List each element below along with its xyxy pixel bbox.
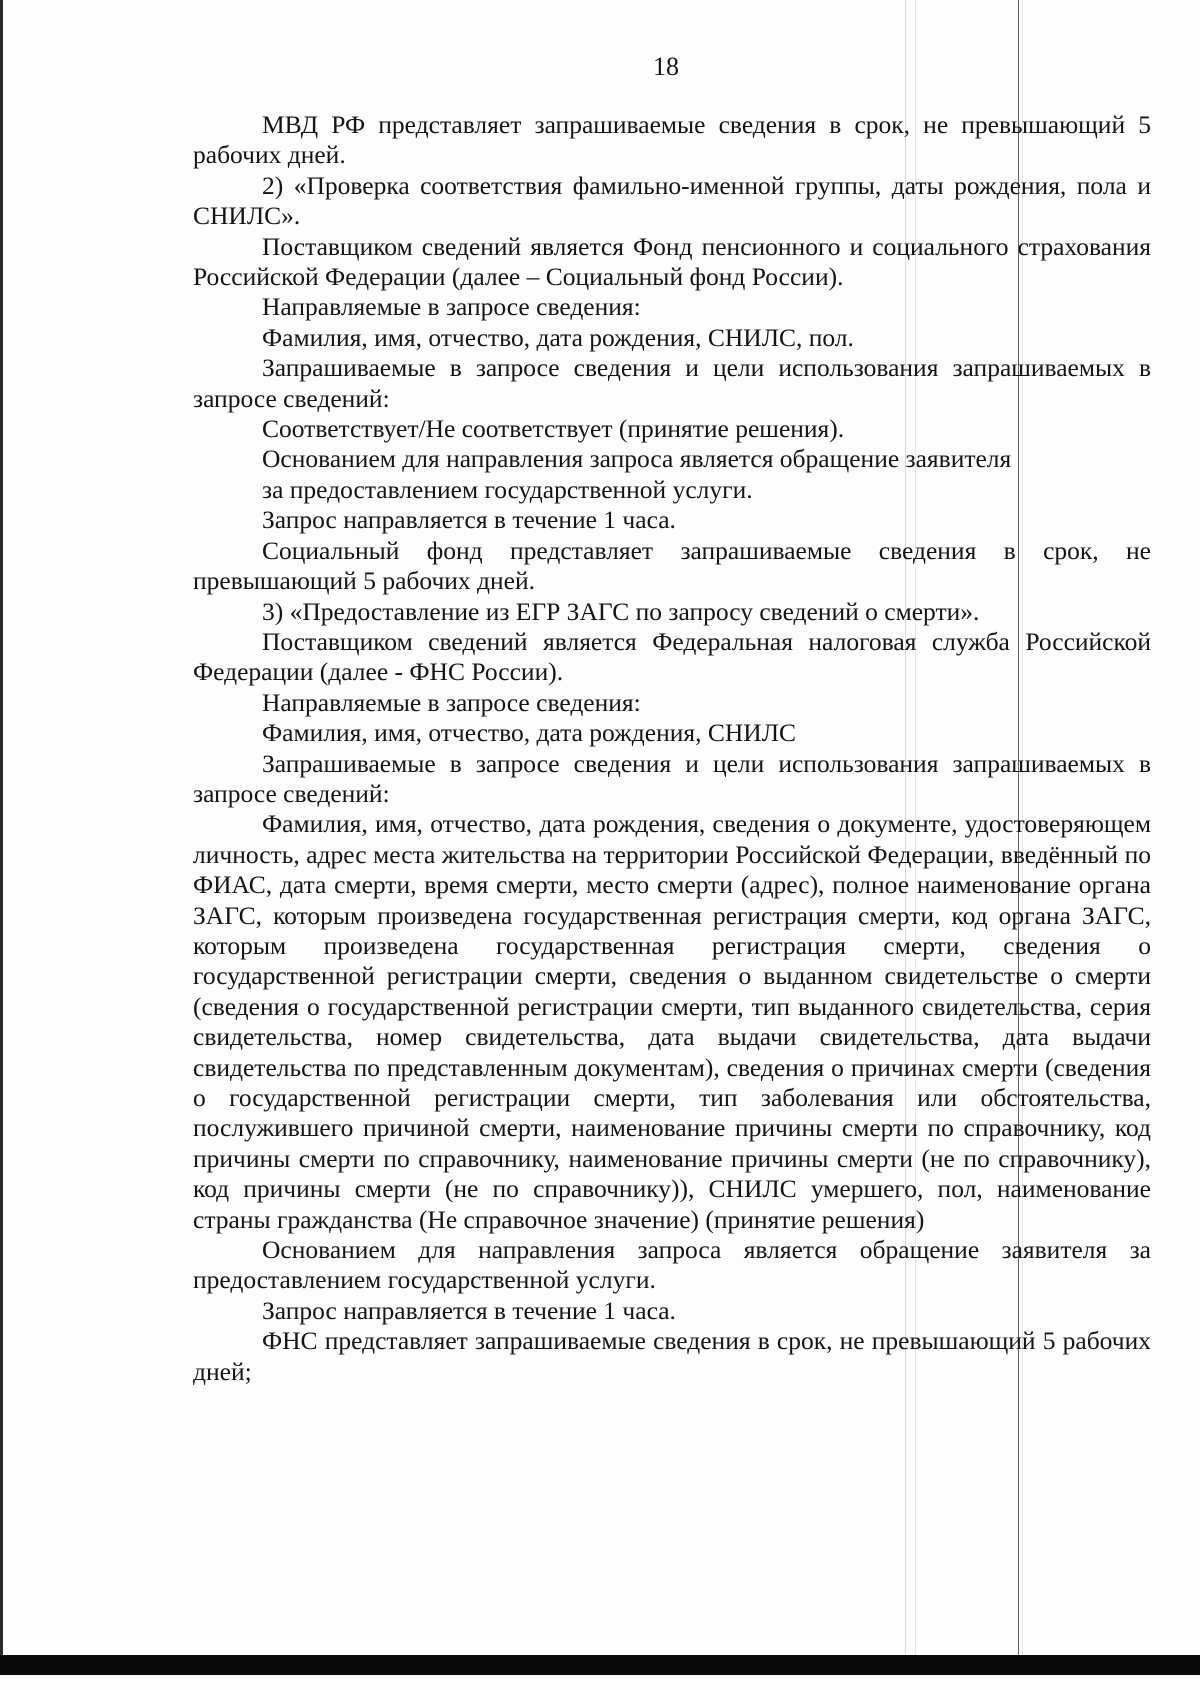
paragraph-request-timing: Запрос направляется в течение 1 часа.: [262, 505, 676, 535]
paragraph-supplier-fns: Поставщиком сведений является Федеральная налоговая служба Российской Федерации (далее - ФНС России).: [193, 626, 1151, 687]
paragraph-sfr-deadline: Социальный фонд представляет запрашиваемые сведения в срок, не превышающий 5 рабочих дней.: [193, 535, 1151, 596]
document-body: [193, 110, 1151, 1387]
paragraph-sent-data-heading-2: Направляемые в запросе сведения:: [262, 687, 641, 717]
paragraph-basis-continued: за предоставлением государственной услуги.: [262, 474, 753, 504]
paragraph-sent-data-heading: Направляемые в запросе сведения:: [262, 292, 641, 322]
paragraph-requested-data: Соответствует/Не соответствует (принятие решения).: [262, 414, 845, 444]
paragraph-basis-2: Основанием для направления запроса является обращение заявителя за предоставлением государственной услуги.: [193, 1235, 1151, 1295]
paragraph-requested-data-heading-2: Запрашиваемые в запросе сведения и цели использования запрашиваемых в запросе сведений:: [193, 748, 1151, 808]
page-number: 18: [653, 52, 679, 81]
paragraph-item-2-title: 2) «Проверка соответствия фамильно-именной группы, даты рождения, пола и СНИЛС».: [193, 170, 1151, 231]
paragraph-fns-deadline: ФНС представляет запрашиваемые сведения в срок, не превышающий 5 рабочих дней;: [193, 1326, 1151, 1386]
scan-bottom-edge: [0, 1655, 1200, 1675]
paragraph-basis: Основанием для направления запроса является обращение заявителя: [262, 444, 1012, 474]
paragraph-requested-data-heading: Запрашиваемые в запросе сведения и цели использования запрашиваемых в запросе сведений:: [193, 353, 1151, 413]
paragraph-sent-data: Фамилия, имя, отчество, дата рождения, СНИЛС, пол.: [262, 322, 854, 352]
paragraph-sent-data-2: Фамилия, имя, отчество, дата рождения, СНИЛС: [262, 718, 796, 748]
scan-left-edge: [0, 0, 3, 1660]
paragraph-item-3-title: 3) «Предоставление из ЕГР ЗАГС по запросу сведений о смерти».: [262, 596, 980, 626]
paragraph-request-timing-2: Запрос направляется в течение 1 часа.: [262, 1295, 676, 1325]
paragraph-requested-data-2: Фамилия, имя, отчество, дата рождения, сведения о документе, удостоверяющем личность, адрес места жительства на территории Российской Федерации, введённый по ФИАС, дата смерти, время смерти, место смерти (адрес), полное наименование органа ЗАГС, которым произведена государственная регистрация смерти, код органа ЗАГС, которым произведена государственная регистрация смерти, сведения о государственной регистрации смерти, сведения о выданном свидетельстве о смерти (сведения о государственной регистрации смерти, тип выданного свидетельства, серия свидетельства, номер свидетельства, дата выдачи свидетельства, дата выдачи свидетельства по представленным документам), сведения о причинах смерти (сведения о государственной регистрации смерти, тип заболевания или обстоятельства, послужившего причиной смерти, наименование причины смерти по справочнику, код причины смерти по справочнику, наименование причины смерти (не по справочнику), код причины смерти (не по справочнику)), СНИЛС умершего, пол, наименование страны гражданства (Не справочное значение) (принятие решения): [193, 809, 1151, 1234]
paragraph-mvd-deadline: МВД РФ представляет запрашиваемые сведения в срок, не превышающий 5 рабочих дней.: [193, 110, 1151, 170]
paragraph-supplier-sfr: Поставщиком сведений является Фонд пенсионного и социального страхования Российской Федерации (далее – Социальный фонд России).: [193, 231, 1151, 292]
